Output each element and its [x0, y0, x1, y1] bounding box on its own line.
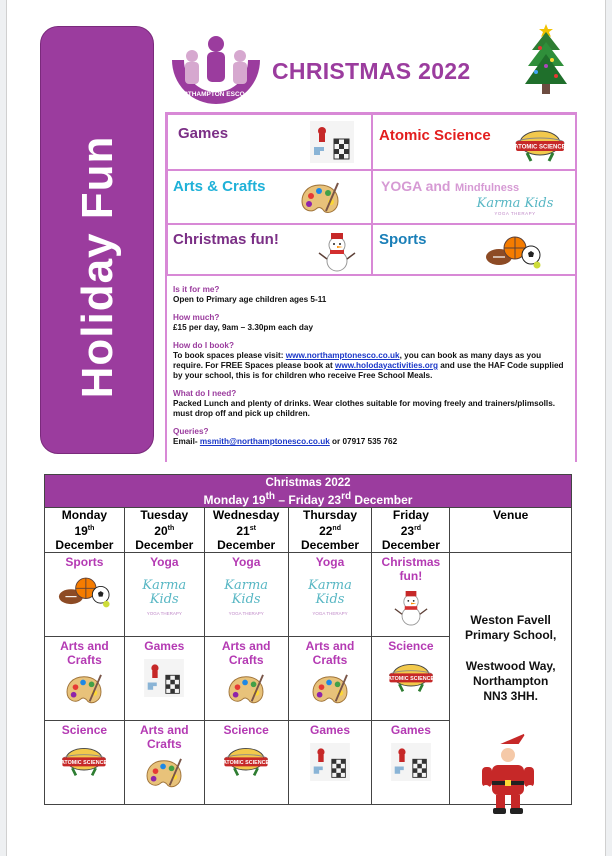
paint-palette-icon [311, 673, 349, 707]
venue-cell [450, 553, 572, 805]
activity-label-sports: Sports [379, 231, 427, 248]
sidebar-title: Holiday Fun [73, 135, 122, 399]
activity-cell: Science ATOMIC SCIENCE [204, 721, 288, 805]
board-games-icon [142, 659, 186, 697]
question-is-it-for-me: Is it for me? [173, 285, 220, 294]
board-games-icon [389, 743, 433, 781]
sports-balls-icon [58, 575, 110, 609]
day-header-thursday: Thursday 22nd December [288, 508, 372, 553]
santa-claus-icon [476, 731, 540, 817]
activity-cell-atomic-science [372, 114, 577, 170]
activity-cell: Science ATOMIC SCIENCE [372, 637, 450, 721]
activity-cell-sports [372, 224, 577, 276]
activity-cell: Arts and Crafts [124, 721, 204, 805]
question-what-do-i-need: What do I need? [173, 389, 237, 398]
answer-queries: Email- msmith@northamptonesco.co.uk or 07917 535 762 [173, 437, 398, 446]
paint-palette-icon [300, 181, 340, 217]
question-how-to-book: How do I book? [173, 341, 234, 350]
day-header-friday: Friday 23rd December [372, 508, 450, 553]
activity-cell: Games [372, 721, 450, 805]
svg-text:ATOMIC SCIENCE: ATOMIC SCIENCE [223, 760, 270, 767]
atomic-science-badge [219, 743, 273, 779]
activity-cell-christmas-fun [167, 224, 372, 276]
day-header-wednesday: Wednesday 21st December [204, 508, 288, 553]
activity-cell: Games [124, 637, 204, 721]
activity-cell: Yoga Karma Kids YOGA THERAPY [124, 553, 204, 637]
schedule-banner: Christmas 2022 Monday 19th – Friday 23rd December [45, 475, 572, 508]
page-title: CHRISTMAS 2022 [272, 58, 471, 84]
svg-text:ATOMIC SCIENCE: ATOMIC SCIENCE [61, 760, 108, 767]
activity-cell-arts-crafts [167, 170, 372, 224]
karma-kids-logo: Karma Kids YOGA THERAPY [308, 578, 352, 616]
activity-label-mindfulness: Mindfulness [454, 182, 520, 194]
activity-cell: Yoga Karma Kids YOGA THERAPY [204, 553, 288, 637]
answer-how-much: £15 per day, 9am – 3.30pm each day [173, 323, 314, 332]
day-header-monday: Monday 19th December [45, 508, 125, 553]
holiday-fun-sidebar [40, 26, 154, 454]
sports-balls-icon [485, 235, 541, 269]
northampton-esco-link[interactable]: www.northamptonesco.co.uk [285, 351, 400, 360]
paint-palette-icon [227, 673, 265, 707]
venue-header: Venue [450, 508, 572, 553]
activity-label-yoga: YOGA and [381, 178, 451, 194]
activity-cell: Games [288, 721, 372, 805]
paint-palette-icon [65, 673, 103, 707]
svg-text:ATOMIC SCIENCE: ATOMIC SCIENCE [387, 676, 434, 683]
atomic-science-badge [384, 659, 438, 695]
christmas-tree-icon [522, 20, 570, 98]
svg-text:ATOMIC SCIENCE: ATOMIC SCIENCE [514, 144, 566, 151]
activity-cell: Science ATOMIC SCIENCE [45, 721, 125, 805]
svg-text:NORTHAMPTON ESCO LTD: NORTHAMPTON ESCO LTD [173, 91, 259, 98]
snowman-icon [318, 231, 356, 273]
schedule-table [44, 474, 572, 805]
atomic-science-badge [513, 125, 567, 165]
activity-cell: Sports [45, 553, 125, 637]
paint-palette-icon [145, 757, 183, 791]
answer-is-it-for-me: Open to Primary age children ages 5-11 [173, 295, 327, 304]
northampton-esco-logo [170, 30, 262, 106]
day-header-tuesday: Tuesday 20th December [124, 508, 204, 553]
activity-label-christmas-fun: Christmas fun! [173, 231, 279, 248]
activity-label-games: Games [178, 125, 229, 142]
information-section [165, 276, 577, 462]
activity-label-arts-crafts: Arts & Crafts [173, 178, 266, 195]
answer-how-to-book: To book spaces please visit: www.northamptonesco.co.uk, you can book as many days as you require. For FREE Spaces please book at www.holodayactivities.org and use the HAF Code supplied by your school, this is for children who receive Free School Meals. [173, 351, 564, 380]
karma-kids-logo: Karma Kids YOGA THERAPY [142, 578, 187, 616]
karma-kids-logo: Karma Kids YOGA THERAPY [476, 196, 554, 216]
activity-cell-yoga [372, 170, 577, 224]
board-games-icon [308, 743, 352, 781]
venue-address: Weston Favell Primary School, Westwood Way, Northampton NN3 3HH. [464, 613, 557, 703]
activity-cell: Christmas fun! [372, 553, 450, 637]
activity-cell: Arts and Crafts [288, 637, 372, 721]
board-games-icon [310, 121, 354, 163]
karma-kids-logo: Karma Kids YOGA THERAPY [224, 578, 269, 616]
holiday-activities-link[interactable]: www.holodayactivities.org [334, 361, 438, 370]
activity-label-atomic-science: Atomic Science [379, 127, 491, 144]
atomic-science-badge [57, 743, 111, 779]
email-link[interactable]: msmith@northamptonesco.co.uk [199, 437, 330, 446]
activity-cell: Arts and Crafts [204, 637, 288, 721]
activities-grid [165, 112, 577, 276]
activity-cell-games [167, 114, 372, 170]
snowman-icon [394, 589, 428, 627]
activity-cell: Arts and Crafts [45, 637, 125, 721]
question-queries: Queries? [173, 427, 209, 436]
activity-cell: Yoga Karma Kids YOGA THERAPY [288, 553, 372, 637]
answer-what-do-i-need: Packed Lunch and plenty of drinks. Wear clothes suitable for moving freely and trainers/plimsolls. must drop off and pick up children. [173, 399, 556, 418]
question-how-much: How much? [173, 313, 220, 322]
